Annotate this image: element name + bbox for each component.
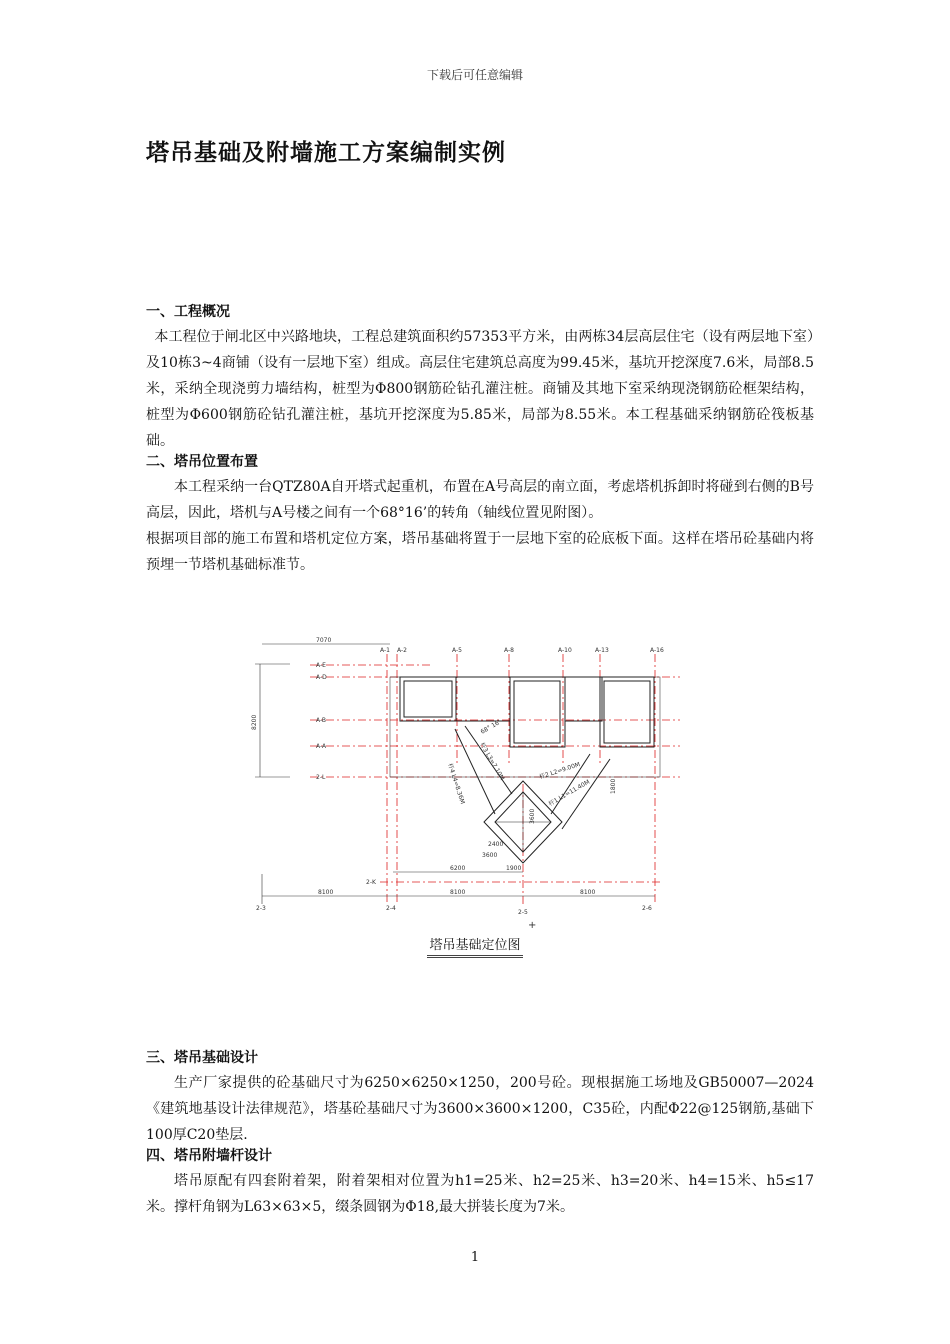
axis-label: A-A [316,743,327,750]
angle-label: 68° 16' [479,718,502,736]
axis-label: A-13 [595,647,609,654]
axis-label: A-2 [397,647,407,654]
section-overview [146,300,814,454]
section-heading: 一、工程概况 [146,304,230,320]
axis-label: A-8 [504,647,514,654]
dim-bottom-1: 8100 [318,889,334,896]
document-title: 塔吊基础及附墙施工方案编制实例 [146,140,506,166]
section-paragraph: 塔吊原配有四套附着架，附着架相对位置为h1=25米、h2=25米、h3=20米、h4=15米、h5≤17米。撑杆角钢为L63×63×5，缀条圆钢为Φ18,最大拼装长度为7米。 [146,1173,814,1215]
figure-caption-text: 塔吊基础定位图 [427,934,522,958]
section-crane-position [146,450,814,578]
axis-label: 2-6 [642,905,652,912]
dim-bottom-2: 8100 [450,889,466,896]
dim-top-width: 7070 [316,637,332,644]
dim-bottom-3: 8100 [580,889,596,896]
left-axis-labels [316,662,377,886]
axis-label: 2-4 [386,905,396,912]
axis-label: 2-L [316,774,326,781]
axis-label: 2-K [366,879,376,886]
section-heading: 四、塔吊附墙杆设计 [146,1148,272,1164]
bar-label-4: 杆4 L4=8.36M [446,762,466,805]
section-wall-tie-design [146,1144,814,1220]
axis-label: 2-5 [518,909,528,916]
section-paragraph: 本工程采纳一台QTZ80A自开塔式起重机，布置在A号高层的南立面，考虑塔机拆卸时将碰到右侧的B号高层，因此，塔机与A号楼之间有一个68°16’的转角（轴线位置见附图）。 [146,479,814,521]
dim-mid-2: 1900 [506,865,522,872]
figure-caption [0,934,950,958]
axis-label: A-B [316,717,327,724]
section-paragraph: 本工程位于闸北区中兴路地块，工程总建筑面积约57353平方米，由两栋34层高层住宅（设有两层地下室）及10栋3~4商铺（设有一层地下室）组成。高层住宅建筑总高度为99.45米，基坑开挖深度7.6米，局部8.5米，采纳全现浇剪力墙结构，桩型为Φ800钢筋砼钻孔灌注桩。商铺及其地下室采纳现浇钢筋砼框架结构，桩型为Φ600钢筋砼钻孔灌注桩，基坑开挖深度为5.85米，局部为8.55米。本工程基础采纳钢筋砼筏板基础。 [146,329,814,449]
axis-label: 2-3 [256,905,266,912]
header-note: 下载后可任意编辑 [426,68,523,82]
svg-text:+: + [528,920,537,931]
bar-label-2: 杆2 L2=9.00M [538,761,581,781]
page-number: 1 [470,1250,480,1265]
axis-label: A-16 [650,647,664,654]
dim-right: 1800 [610,778,617,794]
top-axis-labels [380,647,664,654]
section-heading: 二、塔吊位置布置 [146,454,258,470]
axis-label: A-5 [452,647,462,654]
crane-foundation-diagram [250,634,680,934]
section-paragraph: 根据项目部的施工布置和塔机定位方案，塔吊基础将置于一层地下室的砼底板下面。这样在塔吊砼基础内将预埋一节塔机基础标准节。 [146,531,814,573]
axis-label: A-1 [380,647,390,654]
section-heading: 三、塔吊基础设计 [146,1050,258,1066]
axis-label: A-E [316,662,326,669]
dim-base-inner: 2400 [488,841,504,848]
dim-mid-1: 6200 [450,865,466,872]
dim-base-outer: 3600 [482,852,498,859]
dim-base-side: 3600 [529,808,536,824]
dim-left-height: 8200 [251,714,258,730]
section-foundation-design [146,1046,814,1148]
bottom-axis-labels [256,905,652,916]
axis-label: A-D [316,674,327,681]
section-paragraph: 生产厂家提供的砼基础尺寸为6250×6250×1250，200号砼。现根据施工场地及GB50007—2024《建筑地基设计法律规范》，塔基砼基础尺寸为3600×3600×1200，C35砼，内配Φ22@125钢筋,基础下100厚C20垫层. [146,1075,814,1143]
bar-label-1: 杆1 L1=11.40M [547,778,592,808]
axis-label: A-10 [558,647,572,654]
bar-label-3: 杆3 L3=7.10M [478,741,506,782]
